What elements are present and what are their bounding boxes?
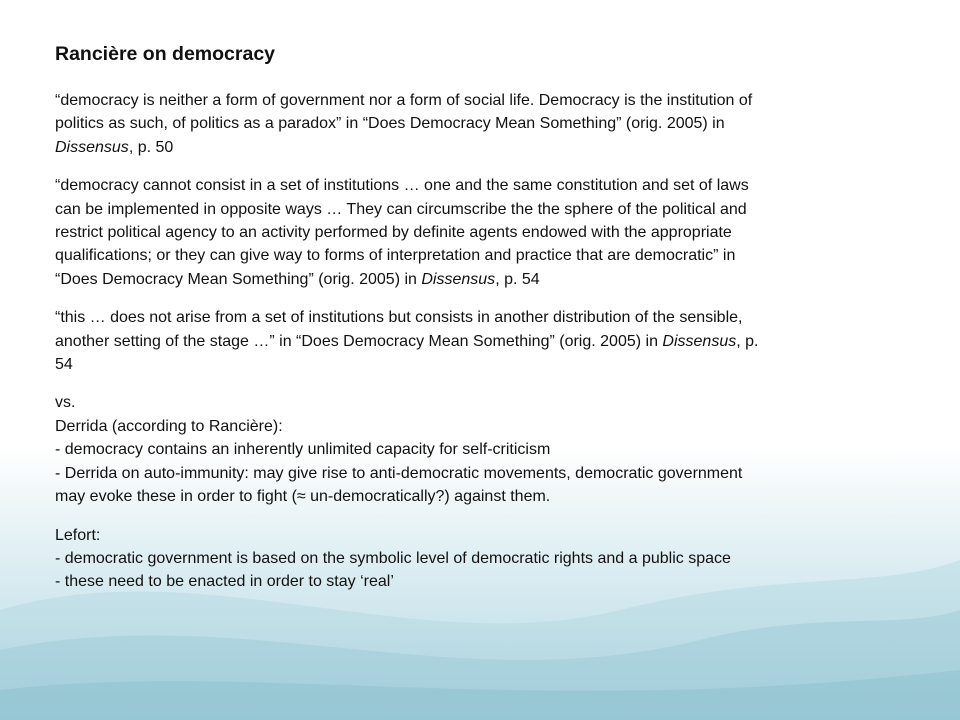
bullet-item: - democracy contains an inherently unlimited capacity for self-criticism bbox=[55, 441, 551, 459]
book-title: Dissensus bbox=[662, 332, 737, 350]
text-line: qualifications; or they can give way to forms of interpretation and practice that are democratic” in bbox=[55, 247, 736, 265]
text-line: politics as such, of politics as a paradox” in “Does Democracy Mean Something” (orig. 2005) in bbox=[55, 115, 725, 133]
lefort-heading: Lefort: bbox=[55, 526, 101, 544]
text-line bbox=[55, 268, 885, 291]
derrida-heading: Derrida (according to Rancière): bbox=[55, 417, 283, 435]
text-line: restrict political agency to an activity performed by definite agents endowed with the appropriate bbox=[55, 224, 732, 242]
text-line: 54 bbox=[55, 356, 73, 374]
citation-page: , p. bbox=[736, 332, 759, 350]
text-line: “democracy cannot consist in a set of institutions … one and the same constitution and set of laws bbox=[55, 177, 749, 195]
bullet-item: - democratic government is based on the symbolic level of democratic rights and a public space bbox=[55, 549, 731, 567]
citation-source: another setting of the stage …” in “Does Democracy Mean Something” (orig. 2005) in bbox=[55, 332, 663, 350]
vs-label: vs. bbox=[55, 394, 76, 412]
quote-paragraph-3 bbox=[55, 306, 885, 376]
bullet-item-continuation: may evoke these in order to fight (≈ un-democratically?) against them. bbox=[55, 488, 551, 506]
text-line: “this … does not arise from a set of institutions but consists in another distribution of the sensible, bbox=[55, 309, 743, 327]
lefort-section bbox=[55, 524, 885, 594]
bullet-item: - Derrida on auto-immunity: may give rise to anti-democratic movements, democratic government bbox=[55, 464, 743, 482]
text-line: can be implemented in opposite ways … They can circumscribe the the sphere of the political and bbox=[55, 200, 747, 218]
text-line bbox=[55, 136, 885, 159]
slide-content bbox=[55, 40, 885, 609]
quote-paragraph-2 bbox=[55, 174, 885, 291]
citation-page: , p. 54 bbox=[495, 270, 540, 288]
citation-page: , p. 50 bbox=[128, 138, 174, 156]
text-line bbox=[55, 330, 885, 353]
quote-paragraph-1 bbox=[55, 89, 885, 159]
book-title: Dissensus bbox=[421, 270, 496, 288]
slide-title: Rancière on democracy bbox=[55, 43, 276, 65]
derrida-section bbox=[55, 391, 885, 508]
text-line: “democracy is neither a form of government nor a form of social life. Democracy is the institution of bbox=[55, 92, 753, 109]
bullet-item: - these need to be enacted in order to stay ‘real’ bbox=[55, 573, 394, 591]
citation-source: “Does Democracy Mean Something” (orig. 2005) in bbox=[55, 270, 422, 288]
book-title: Dissensus bbox=[55, 138, 129, 156]
